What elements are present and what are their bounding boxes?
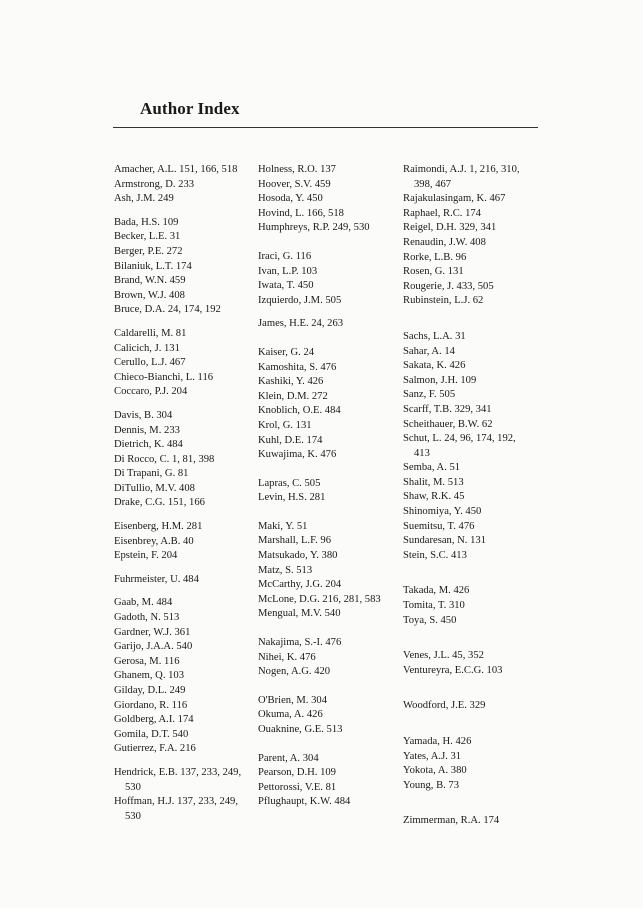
index-entry-continuation: 530	[125, 810, 141, 822]
index-entry: Hoffman, H.J. 137, 233, 249,	[114, 796, 238, 808]
index-entry-continuation: 413	[414, 447, 430, 459]
index-entry: Raphael, R.C. 174	[403, 207, 481, 219]
index-entry-continuation: 398, 467	[414, 178, 452, 190]
index-entry: Nihei, K. 476	[258, 651, 316, 663]
index-entry: Gerosa, M. 116	[114, 655, 180, 667]
index-entry: Kuhl, D.E. 174	[258, 434, 323, 446]
index-entry: James, H.E. 24, 263	[258, 318, 344, 330]
index-entry: Izquierdo, J.M. 505	[258, 294, 342, 306]
index-entry: Matsukado, Y. 380	[258, 550, 338, 562]
index-entry: Epstein, F. 204	[114, 550, 178, 562]
index-entry: Iraci, G. 116	[258, 250, 312, 262]
index-entry: Dietrich, K. 484	[114, 439, 183, 451]
index-entry-continuation: 530	[125, 781, 141, 793]
index-entry: Caldarelli, M. 81	[114, 327, 187, 339]
index-entry: Sachs, L.A. 31	[403, 330, 466, 342]
index-entry: Iwata, T. 450	[258, 280, 314, 292]
index-entry: Calicich, J. 131	[114, 342, 180, 354]
index-entry: Eisenberg, H.M. 281	[114, 521, 203, 533]
index-entry: Coccaro, P.J. 204	[114, 386, 188, 398]
index-entry: Scheithauer, B.W. 62	[403, 418, 493, 430]
index-entry: Schut, L. 24, 96, 174, 192,	[403, 433, 516, 445]
index-entry: Zimmerman, R.A. 174	[403, 815, 500, 827]
index-entry: Gaab, M. 484	[114, 597, 173, 609]
index-entry: Nakajima, S.-I. 476	[258, 637, 342, 649]
index-entry: Yokota, A. 380	[403, 765, 467, 777]
index-entry: Nogen, A.G. 420	[258, 666, 331, 678]
index-entry: Sanz, F. 505	[403, 389, 456, 401]
index-entry: Pettorossi, V.E. 81	[258, 781, 337, 793]
page-title: Author Index	[140, 99, 240, 118]
index-entry: Hendrick, E.B. 137, 233, 249,	[114, 766, 242, 778]
index-entry: Drake, C.G. 151, 166	[114, 497, 205, 509]
index-entry: Holness, R.O. 137	[258, 164, 336, 175]
index-entry: Shinomiya, Y. 450	[403, 506, 482, 518]
index-entry: Chieco-Bianchi, L. 116	[114, 371, 214, 383]
index-entry: McCarthy, J.G. 204	[258, 579, 342, 591]
index-entry: Shaw, R.K. 45	[403, 491, 465, 503]
index-entry: Matz, S. 513	[258, 564, 313, 576]
index-entry: Kashiki, Y. 426	[258, 376, 324, 388]
index-entry: Kuwajima, K. 476	[258, 449, 337, 461]
index-entry: Maki, Y. 51	[258, 520, 308, 532]
index-entry: DiTullio, M.V. 408	[114, 482, 195, 494]
index-entry: Berger, P.E. 272	[114, 245, 183, 257]
index-entry: Shalit, M. 513	[403, 476, 464, 488]
index-entry: Pflughaupt, K.W. 484	[258, 796, 351, 808]
index-entry: Knoblich, O.E. 484	[258, 405, 341, 417]
index-entry: Bilaniuk, L.T. 174	[114, 260, 192, 272]
index-column-2	[258, 163, 398, 810]
index-entry: Di Rocco, C. 1, 81, 398	[114, 453, 215, 465]
index-entry: Scarff, T.B. 329, 341	[403, 403, 492, 415]
index-entry: Okuma, A. 426	[258, 709, 323, 721]
index-entry: Gutierrez, F.A. 216	[114, 743, 196, 755]
index-entry: Dennis, M. 233	[114, 424, 180, 436]
index-entry: Garijo, J.A.A. 540	[114, 641, 193, 653]
index-entry: Amacher, A.L. 151, 166, 518	[114, 164, 238, 175]
title-rule	[113, 127, 538, 128]
index-entry: Krol, G. 131	[258, 419, 312, 431]
index-entry: Fuhrmeister, U. 484	[114, 573, 199, 585]
index-entry: Toya, S. 450	[403, 614, 457, 626]
index-entry: Hoover, S.V. 459	[258, 178, 331, 190]
index-entry: Di Trapani, G. 81	[114, 468, 189, 480]
index-entry: Ghanem, Q. 103	[114, 670, 185, 682]
index-entry: Humphreys, R.P. 249, 530	[258, 222, 370, 234]
index-entry: Yates, A.J. 31	[403, 750, 462, 762]
index-entry: Giordano, R. 116	[114, 699, 188, 711]
index-entry: Kamoshita, S. 476	[258, 361, 337, 373]
index-entry: Rosen, G. 131	[403, 266, 464, 278]
index-entry: Becker, L.E. 31	[114, 231, 181, 243]
index-entry: Rorke, L.B. 96	[403, 251, 467, 263]
index-entry: Mengual, M.V. 540	[258, 608, 341, 620]
index-entry: Rajakulasingam, K. 467	[403, 193, 506, 205]
index-entry: Gardner, W.J. 361	[114, 626, 191, 638]
index-entry: Woodford, J.E. 329	[403, 700, 486, 712]
index-entry: Sahar, A. 14	[403, 345, 455, 357]
index-entry: Ventureyra, E.C.G. 103	[403, 664, 503, 676]
index-entry: Davis, B. 304	[114, 409, 173, 421]
index-entry: Gilday, D.L. 249	[114, 685, 186, 696]
index-entry: Yamada, H. 426	[403, 736, 472, 747]
index-entry: Takada, M. 426	[403, 585, 470, 597]
index-entry: Young, B. 73	[403, 779, 460, 791]
index-entry: Raimondi, A.J. 1, 216, 310,	[403, 164, 520, 175]
index-entry: O'Brien, M. 304	[258, 694, 327, 706]
index-entry: Salmon, J.H. 109	[403, 374, 477, 386]
index-entry: Sundaresan, N. 131	[403, 535, 486, 547]
index-entry: McLone, D.G. 216, 281, 583	[258, 593, 381, 605]
index-entry: Pearson, D.H. 109	[258, 767, 336, 779]
index-entry: Reigel, D.H. 329, 341	[403, 222, 497, 234]
index-entry: Bada, H.S. 109	[114, 216, 179, 228]
index-column-3	[403, 163, 543, 829]
index-entry: Klein, D.M. 272	[258, 390, 328, 402]
index-entry: Rougerie, J. 433, 505	[403, 280, 494, 292]
index-entry: Parent, A. 304	[258, 752, 319, 764]
index-entry: Armstrong, D. 233	[114, 178, 195, 190]
index-entry: Ash, J.M. 249	[114, 193, 174, 205]
index-entry: Hovind, L. 166, 518	[258, 207, 344, 219]
index-entry: Brand, W.N. 459	[114, 275, 186, 287]
index-entry: Rubinstein, L.J. 62	[403, 295, 484, 307]
index-entry: Gomila, D.T. 540	[114, 728, 189, 740]
index-column-1	[114, 163, 256, 824]
index-entry: Ivan, L.P. 103	[258, 265, 318, 277]
index-entry: Sakata, K. 426	[403, 360, 466, 372]
index-entry: Lapras, C. 505	[258, 477, 321, 489]
index-entry: Stein, S.C. 413	[403, 549, 467, 561]
index-entry: Gadoth, N. 513	[114, 612, 180, 624]
index-entry: Ouaknine, G.E. 513	[258, 724, 343, 735]
index-entry: Goldberg, A.I. 174	[114, 714, 194, 726]
index-entry: Bruce, D.A. 24, 174, 192	[114, 304, 221, 316]
index-entry: Cerullo, L.J. 467	[114, 357, 186, 369]
index-entry: Tomita, T. 310	[403, 600, 465, 612]
index-entry: Marshall, L.F. 96	[258, 535, 332, 547]
index-entry: Brown, W.J. 408	[114, 289, 185, 301]
index-entry: Renaudin, J.W. 408	[403, 236, 486, 248]
index-entry: Semba, A. 51	[403, 462, 461, 474]
index-entry: Kaiser, G. 24	[258, 346, 315, 358]
index-entry: Eisenbrey, A.B. 40	[114, 535, 194, 547]
index-entry: Levin, H.S. 281	[258, 492, 326, 504]
index-entry: Hosoda, Y. 450	[258, 193, 323, 205]
index-entry: Venes, J.L. 45, 352	[403, 650, 484, 662]
index-entry: Suemitsu, T. 476	[403, 520, 475, 532]
